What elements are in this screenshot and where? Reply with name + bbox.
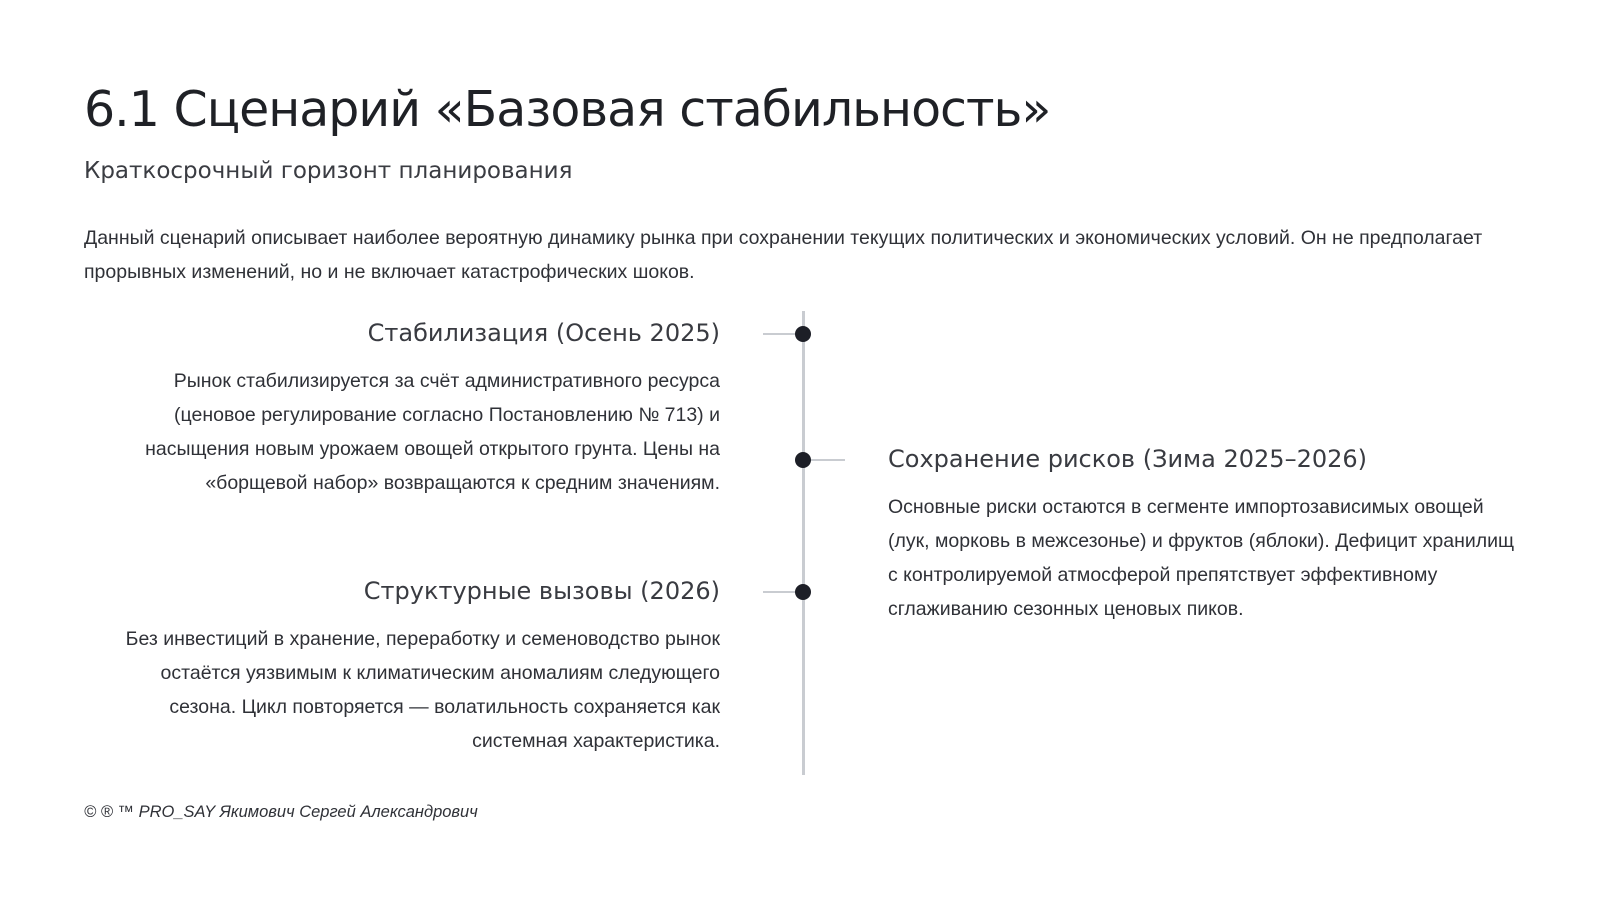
timeline-dot [795, 584, 811, 600]
timeline-event-title: Структурные вызовы (2026) [363, 577, 720, 605]
page-subtitle: Краткосрочный горизонт планирования [84, 158, 573, 184]
page-title: 6.1 Сценарий «Базовая стабильность» [84, 81, 1051, 138]
timeline-event-title: Стабилизация (Осень 2025) [367, 319, 720, 347]
intro-paragraph: Данный сценарий описывает наиболее вероятную динамику рынка при сохранении текущих политических и экономических условий. Он не предполагает прорывных изменений, но и не включает катастрофических шоков. [84, 227, 1483, 283]
timeline-dot [795, 326, 811, 342]
copyright-footer: © ® ™ PRO_SAY Якимович Сергей Александрович [84, 803, 478, 821]
timeline-axis [802, 311, 805, 775]
timeline-dot [795, 452, 811, 468]
timeline-event-text: Рынок стабилизируется за счёт административного ресурса (ценовое регулирование согласно Постановлению № 713) и насыщения новым урожаем овощей открытого грунта. Цены на «борщевой набор» возвращаются к средним значениям. [145, 370, 720, 494]
timeline-event-text: Без инвестиций в хранение, переработку и семеноводство рынок остаётся уязвимым к климатическим аномалиям следующего сезона. Цикл повторяется — волатильность сохраняется как системная характеристика. [125, 628, 720, 752]
timeline-event-text: Основные риски остаются в сегменте импортозависимых овощей (лук, морковь в межсезонье) и фруктов (яблоки). Дефицит хранилищ с контролируемой атмосферой препятствует эффективному сглаживанию сезонных ценовых пиков. [888, 496, 1515, 620]
timeline-event-title: Сохранение рисков (Зима 2025–2026) [888, 445, 1368, 473]
